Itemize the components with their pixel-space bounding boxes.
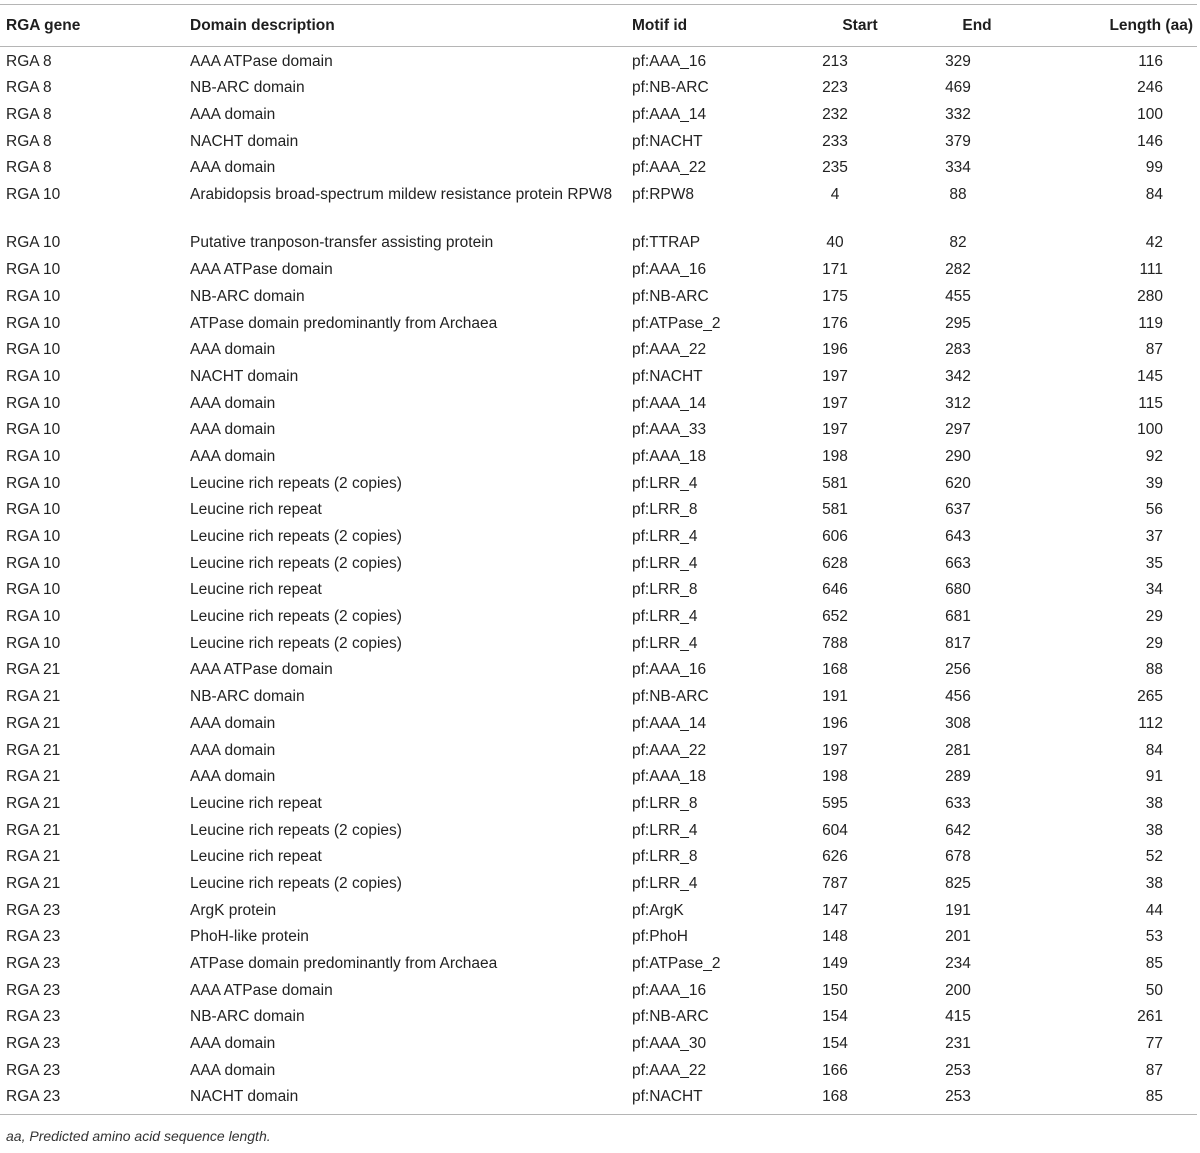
cell-domain-description: NACHT domain xyxy=(184,1082,626,1114)
cell-start: 196 xyxy=(822,341,848,359)
cell-domain-description: NACHT domain xyxy=(190,367,299,385)
header-rga-gene: RGA gene xyxy=(0,5,184,47)
cell-rga-gene: RGA 10 xyxy=(6,421,61,439)
table-row xyxy=(0,1029,1197,1056)
cell-end: 231 xyxy=(945,1035,971,1053)
cell-end: 295 xyxy=(945,314,971,332)
cell-start: 175 xyxy=(822,287,848,305)
cell-domain-description: ArgK protein xyxy=(190,901,277,919)
cell-motif-id: pf:LRR_8 xyxy=(632,794,698,812)
cell-start: 191 xyxy=(822,688,848,706)
cell-length: 100 xyxy=(1137,105,1163,123)
cell-end: 637 xyxy=(945,501,971,519)
cell-rga-gene: RGA 10 xyxy=(6,474,61,492)
cell-rga-gene: RGA 10 xyxy=(6,261,61,279)
cell-motif-id: pf:AAA_16 xyxy=(632,261,707,279)
cell-motif-id: pf:LRR_8 xyxy=(632,501,698,519)
cell-start: 150 xyxy=(822,981,848,999)
cell-rga-gene: RGA 10 xyxy=(6,634,61,652)
cell-motif-id: pf:NB-ARC xyxy=(632,79,709,97)
cell-domain-description: AAA domain xyxy=(190,1061,276,1079)
cell-rga-gene: RGA 23 xyxy=(6,981,61,999)
cell-domain-description: Leucine rich repeats (2 copies) xyxy=(190,554,402,572)
cell-length: 50 xyxy=(1145,981,1163,999)
table-row xyxy=(0,362,1197,389)
cell-start: 604 xyxy=(822,821,848,839)
cell-domain-description: AAA domain xyxy=(190,447,276,465)
cell-rga-gene: RGA 10 xyxy=(6,528,61,545)
cell-domain-description: AAA domain xyxy=(190,421,276,439)
cell-domain-description: AAA domain xyxy=(190,1035,276,1053)
table-row xyxy=(0,896,1197,923)
cell-end: 282 xyxy=(945,261,971,279)
cell-domain-description: Leucine rich repeats (2 copies) xyxy=(190,874,402,892)
cell-domain-description: NACHT domain xyxy=(190,132,299,150)
cell-start: 646 xyxy=(822,581,848,599)
cell-start: 197 xyxy=(822,367,848,385)
cell-motif-id: pf:NACHT xyxy=(632,367,703,385)
table-row xyxy=(0,1002,1197,1029)
cell-domain-description: NB-ARC domain xyxy=(190,1008,305,1026)
cell-rga-gene: RGA 10 xyxy=(6,608,61,626)
cell-rga-gene: RGA 8 xyxy=(6,53,52,70)
cell-rga-gene: RGA 10 xyxy=(6,314,61,332)
table-row xyxy=(0,522,1197,549)
cell-end: 455 xyxy=(945,287,971,305)
cell-end: 456 xyxy=(945,688,971,706)
cell-domain-description: AAA domain xyxy=(190,394,276,412)
cell-length: 145 xyxy=(1137,367,1163,385)
cell-start: 232 xyxy=(822,105,848,123)
table-row xyxy=(0,442,1197,469)
cell-rga-gene: RGA 23 xyxy=(0,1082,184,1114)
cell-motif-id: pf:NACHT xyxy=(626,1082,789,1114)
table-row xyxy=(0,73,1197,100)
cell-motif-id: pf:NACHT xyxy=(632,132,703,150)
cell-end: 469 xyxy=(945,79,971,97)
cell-motif-id: pf:LRR_4 xyxy=(632,528,698,545)
cell-length: 29 xyxy=(1145,634,1163,652)
cell-end: 620 xyxy=(945,474,971,492)
cell-end: 663 xyxy=(945,554,971,572)
cell-rga-gene: RGA 8 xyxy=(6,159,52,177)
cell-length: 84 xyxy=(1145,741,1163,759)
cell-motif-id: pf:AAA_30 xyxy=(632,1035,707,1053)
cell-end: 200 xyxy=(945,981,971,999)
cell-domain-description: AAA ATPase domain xyxy=(190,661,333,679)
cell-length: 88 xyxy=(1145,661,1163,679)
cell-motif-id: pf:PhoH xyxy=(632,928,689,946)
header-length: Length (aa) xyxy=(1039,5,1197,47)
cell-end: 297 xyxy=(945,421,971,439)
table-body xyxy=(0,47,1197,1115)
table-row xyxy=(0,736,1197,763)
cell-rga-gene: RGA 10 xyxy=(6,234,61,252)
table-row xyxy=(0,842,1197,869)
cell-length: 84 xyxy=(1145,185,1163,203)
cell-start: 168 xyxy=(789,1082,901,1114)
cell-start: 197 xyxy=(822,421,848,439)
cell-motif-id: pf:AAA_22 xyxy=(632,159,707,177)
cell-rga-gene: RGA 10 xyxy=(6,341,61,359)
table-row xyxy=(0,949,1197,976)
cell-motif-id: pf:ATPase_2 xyxy=(632,314,721,332)
cell-length: 100 xyxy=(1137,421,1163,439)
cell-start: 626 xyxy=(822,848,848,866)
cell-start: 788 xyxy=(822,634,848,652)
cell-start: 166 xyxy=(822,1061,848,1079)
cell-rga-gene: RGA 10 xyxy=(6,554,61,572)
cell-rga-gene: RGA 10 xyxy=(6,501,61,519)
cell-end: 82 xyxy=(949,234,967,252)
cell-length: 29 xyxy=(1145,608,1163,626)
table-row xyxy=(0,389,1197,416)
cell-start: 171 xyxy=(822,261,848,279)
cell-length: 261 xyxy=(1137,1008,1163,1026)
table-row xyxy=(0,180,1197,229)
cell-motif-id: pf:AAA_22 xyxy=(632,1061,707,1079)
cell-rga-gene: RGA 8 xyxy=(6,79,52,97)
cell-domain-description: AAA domain xyxy=(190,714,276,732)
cell-rga-gene: RGA 23 xyxy=(6,1035,61,1053)
cell-start: 198 xyxy=(822,447,848,465)
header-motif-id: Motif id xyxy=(626,5,789,47)
cell-domain-description: AAA domain xyxy=(190,341,276,359)
cell-motif-id: pf:LRR_8 xyxy=(632,848,698,866)
cell-length: 92 xyxy=(1145,447,1163,465)
cell-rga-gene: RGA 10 xyxy=(6,287,61,305)
cell-rga-gene: RGA 21 xyxy=(6,874,61,892)
cell-motif-id: pf:RPW8 xyxy=(632,185,695,203)
cell-end: 329 xyxy=(945,53,971,70)
cell-rga-gene: RGA 8 xyxy=(6,132,52,150)
cell-rga-gene: RGA 23 xyxy=(6,955,61,972)
cell-motif-id: pf:NB-ARC xyxy=(632,287,709,305)
cell-motif-id: pf:AAA_22 xyxy=(632,341,707,359)
cell-length: 38 xyxy=(1145,874,1163,892)
cell-start: 197 xyxy=(822,741,848,759)
cell-motif-id: pf:TTRAP xyxy=(632,234,701,252)
cell-motif-id: pf:ArgK xyxy=(632,901,684,919)
cell-rga-gene: RGA 10 xyxy=(6,367,61,385)
cell-rga-gene: RGA 21 xyxy=(6,661,61,679)
cell-motif-id: pf:AAA_14 xyxy=(632,105,707,123)
header-end: End xyxy=(901,5,1039,47)
cell-motif-id: pf:AAA_18 xyxy=(632,768,707,786)
cell-length: 87 xyxy=(1145,1061,1163,1079)
cell-domain-description: Leucine rich repeat xyxy=(190,501,322,519)
cell-motif-id: pf:ATPase_2 xyxy=(632,955,721,972)
cell-length: 52 xyxy=(1145,848,1163,866)
table-row xyxy=(0,709,1197,736)
table-row xyxy=(0,789,1197,816)
cell-end: 289 xyxy=(945,768,971,786)
cell-start: 233 xyxy=(822,132,848,150)
cell-length: 77 xyxy=(1145,1035,1163,1053)
cell-domain-description: AAA domain xyxy=(190,159,276,177)
table-row xyxy=(0,127,1197,154)
cell-motif-id: pf:NB-ARC xyxy=(632,1008,709,1026)
cell-rga-gene: RGA 10 xyxy=(6,581,61,599)
cell-length: 38 xyxy=(1145,794,1163,812)
cell-end: 332 xyxy=(945,105,971,123)
cell-start: 168 xyxy=(822,661,848,679)
cell-rga-gene: RGA 23 xyxy=(6,928,61,946)
domain-table xyxy=(0,4,1197,1115)
cell-length: 91 xyxy=(1145,768,1163,786)
cell-end: 678 xyxy=(945,848,971,866)
cell-end: 290 xyxy=(945,447,971,465)
table-row xyxy=(0,602,1197,629)
cell-end: 334 xyxy=(945,159,971,177)
cell-start: 147 xyxy=(822,901,848,919)
cell-domain-description: Leucine rich repeat xyxy=(190,848,322,866)
cell-start: 198 xyxy=(822,768,848,786)
cell-end: 88 xyxy=(949,185,967,203)
cell-motif-id: pf:LRR_8 xyxy=(632,581,698,599)
cell-domain-description: AAA domain xyxy=(190,105,276,123)
cell-start: 176 xyxy=(822,314,848,332)
cell-start: 40 xyxy=(826,234,844,252)
cell-length: 112 xyxy=(1138,714,1163,732)
cell-motif-id: pf:AAA_16 xyxy=(632,661,707,679)
cell-end: 256 xyxy=(945,661,971,679)
cell-domain-description: Leucine rich repeats (2 copies) xyxy=(190,608,402,626)
cell-end: 681 xyxy=(945,608,971,626)
table-row xyxy=(0,629,1197,656)
table-row xyxy=(0,575,1197,602)
cell-motif-id: pf:LRR_4 xyxy=(632,474,698,492)
table-row xyxy=(0,228,1197,255)
cell-length: 115 xyxy=(1138,394,1163,412)
cell-motif-id: pf:AAA_14 xyxy=(632,714,707,732)
cell-length: 119 xyxy=(1138,314,1163,332)
table-row xyxy=(0,100,1197,127)
cell-end: 201 xyxy=(945,928,971,946)
cell-motif-id: pf:LRR_4 xyxy=(632,821,698,839)
cell-motif-id: pf:LRR_4 xyxy=(632,554,698,572)
cell-start: 628 xyxy=(822,554,848,572)
cell-length: 44 xyxy=(1145,901,1163,919)
cell-end: 415 xyxy=(945,1008,971,1026)
cell-start: 606 xyxy=(822,528,848,545)
cell-domain-description: NB-ARC domain xyxy=(190,688,305,706)
cell-domain-description: ATPase domain predominantly from Archaea xyxy=(190,314,498,332)
cell-length: 87 xyxy=(1145,341,1163,359)
cell-start: 148 xyxy=(822,928,848,946)
table-row xyxy=(0,816,1197,843)
table-row xyxy=(0,282,1197,309)
table-row xyxy=(0,682,1197,709)
cell-rga-gene: RGA 21 xyxy=(6,848,61,866)
cell-domain-description: PhoH-like protein xyxy=(190,928,309,946)
cell-length: 246 xyxy=(1137,79,1163,97)
cell-domain-description: AAA domain xyxy=(190,768,276,786)
cell-motif-id: pf:LRR_4 xyxy=(632,874,698,892)
table-row xyxy=(0,335,1197,362)
cell-start: 235 xyxy=(822,159,848,177)
cell-motif-id: pf:AAA_22 xyxy=(632,741,707,759)
cell-end: 253 xyxy=(901,1082,1039,1114)
cell-domain-description: Leucine rich repeats (2 copies) xyxy=(190,474,402,492)
cell-end: 379 xyxy=(945,132,971,150)
table-row xyxy=(0,255,1197,282)
cell-length: 85 xyxy=(1039,1082,1197,1114)
cell-domain-description: Arabidopsis broad-spectrum mildew resistance protein RPW8 xyxy=(190,185,613,203)
table-row xyxy=(0,655,1197,682)
cell-domain-description: Leucine rich repeat xyxy=(190,581,322,599)
cell-start: 4 xyxy=(830,185,840,203)
cell-domain-description: Leucine rich repeats (2 copies) xyxy=(190,634,402,652)
cell-domain-description: AAA domain xyxy=(190,741,276,759)
cell-rga-gene: RGA 23 xyxy=(6,1008,61,1026)
cell-length: 37 xyxy=(1145,528,1163,545)
cell-end: 643 xyxy=(945,528,971,545)
cell-rga-gene: RGA 21 xyxy=(6,794,61,812)
table-row xyxy=(0,309,1197,336)
cell-rga-gene: RGA 21 xyxy=(6,741,61,759)
cell-domain-description: Leucine rich repeats (2 copies) xyxy=(190,528,402,545)
cell-motif-id: pf:AAA_18 xyxy=(632,447,707,465)
cell-end: 680 xyxy=(945,581,971,599)
cell-length: 111 xyxy=(1139,261,1163,279)
table-header xyxy=(0,5,1197,47)
cell-length: 42 xyxy=(1145,234,1163,252)
cell-end: 825 xyxy=(945,874,971,892)
table-row xyxy=(0,922,1197,949)
table-row xyxy=(0,1082,1197,1114)
cell-domain-description: NB-ARC domain xyxy=(190,79,305,97)
cell-rga-gene: RGA 10 xyxy=(6,185,61,203)
header-domain-description: Domain description xyxy=(184,5,626,47)
header-start: Start xyxy=(789,5,901,47)
cell-domain-description: Putative tranposon-transfer assisting protein xyxy=(190,234,494,252)
cell-length: 280 xyxy=(1137,287,1163,305)
cell-domain-description: AAA ATPase domain xyxy=(190,53,333,70)
cell-rga-gene: RGA 21 xyxy=(6,821,61,839)
cell-end: 308 xyxy=(945,714,971,732)
cell-length: 99 xyxy=(1145,159,1163,177)
cell-motif-id: pf:LRR_4 xyxy=(632,634,698,652)
cell-domain-description: Leucine rich repeats (2 copies) xyxy=(190,821,402,839)
table-row xyxy=(0,869,1197,896)
cell-rga-gene: RGA 21 xyxy=(6,688,61,706)
cell-motif-id: pf:AAA_33 xyxy=(632,421,707,439)
table-row xyxy=(0,469,1197,496)
cell-motif-id: pf:AAA_14 xyxy=(632,394,707,412)
cell-start: 787 xyxy=(822,874,848,892)
cell-domain-description: ATPase domain predominantly from Archaea xyxy=(190,955,498,972)
cell-start: 595 xyxy=(822,794,848,812)
cell-rga-gene: RGA 21 xyxy=(6,714,61,732)
cell-length: 38 xyxy=(1145,821,1163,839)
cell-length: 116 xyxy=(1138,53,1163,70)
cell-end: 281 xyxy=(945,741,971,759)
cell-start: 196 xyxy=(822,714,848,732)
cell-length: 39 xyxy=(1145,474,1163,492)
cell-start: 154 xyxy=(822,1035,848,1053)
cell-end: 312 xyxy=(945,394,971,412)
cell-domain-description: NB-ARC domain xyxy=(190,287,305,305)
cell-rga-gene: RGA 21 xyxy=(6,768,61,786)
cell-end: 342 xyxy=(945,367,971,385)
cell-end: 191 xyxy=(945,901,971,919)
cell-length: 85 xyxy=(1145,955,1163,972)
cell-rga-gene: RGA 10 xyxy=(6,447,61,465)
table-row xyxy=(0,549,1197,576)
cell-motif-id: pf:NB-ARC xyxy=(632,688,709,706)
cell-domain-description: AAA ATPase domain xyxy=(190,981,333,999)
table-row xyxy=(0,1056,1197,1083)
cell-rga-gene: RGA 8 xyxy=(6,105,52,123)
cell-start: 197 xyxy=(822,394,848,412)
table-row xyxy=(0,495,1197,522)
table-row xyxy=(0,976,1197,1003)
cell-end: 817 xyxy=(945,634,971,652)
cell-motif-id: pf:AAA_16 xyxy=(632,981,707,999)
cell-start: 581 xyxy=(822,501,848,519)
cell-end: 234 xyxy=(945,955,971,972)
cell-domain-description: AAA ATPase domain xyxy=(190,261,333,279)
cell-start: 213 xyxy=(822,53,848,70)
cell-start: 154 xyxy=(822,1008,848,1026)
table-row xyxy=(0,762,1197,789)
cell-rga-gene: RGA 23 xyxy=(6,1061,61,1079)
cell-end: 253 xyxy=(945,1061,971,1079)
cell-rga-gene: RGA 23 xyxy=(6,901,61,919)
table-row xyxy=(0,47,1197,74)
cell-length: 34 xyxy=(1145,581,1163,599)
cell-motif-id: pf:AAA_16 xyxy=(632,53,707,70)
cell-start: 581 xyxy=(822,474,848,492)
cell-end: 633 xyxy=(945,794,971,812)
cell-length: 56 xyxy=(1145,501,1163,519)
cell-start: 149 xyxy=(822,955,848,972)
cell-start: 223 xyxy=(822,79,848,97)
cell-motif-id: pf:LRR_4 xyxy=(632,608,698,626)
cell-domain-description: Leucine rich repeat xyxy=(190,794,322,812)
cell-length: 53 xyxy=(1145,928,1163,946)
table-row xyxy=(0,415,1197,442)
cell-end: 642 xyxy=(945,821,971,839)
cell-start: 652 xyxy=(822,608,848,626)
cell-length: 265 xyxy=(1137,688,1163,706)
table-footnote: aa, Predicted amino acid sequence length. xyxy=(6,1128,271,1144)
cell-end: 283 xyxy=(945,341,971,359)
cell-rga-gene: RGA 10 xyxy=(6,394,61,412)
cell-length: 35 xyxy=(1145,554,1163,572)
table-row xyxy=(0,153,1197,180)
cell-length: 146 xyxy=(1137,132,1163,150)
